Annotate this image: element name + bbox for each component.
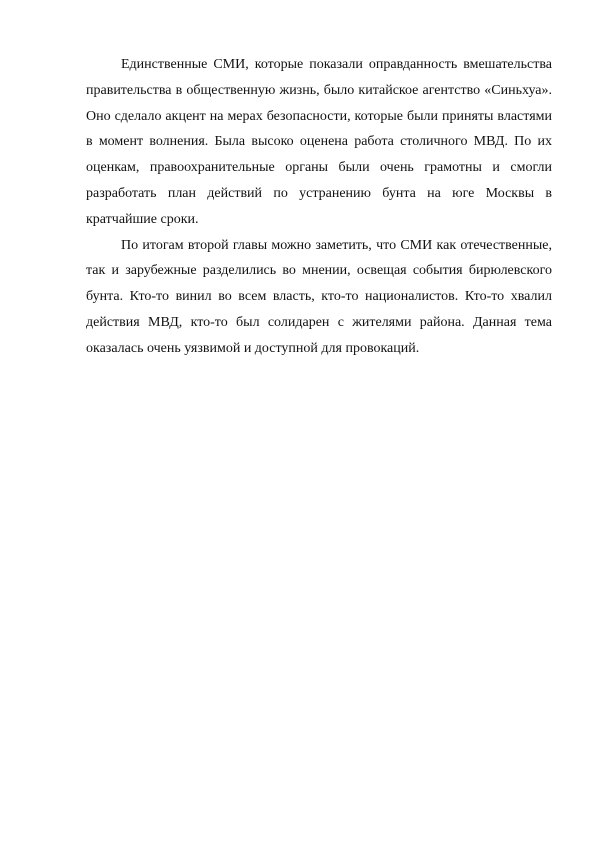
body-text: [86, 52, 552, 362]
paragraph-chapter-summary: По итогам второй главы можно заметить, что СМИ как отечественные, так и зарубежные разделились во мнении, освещая события бирюлевского бунта. Кто-то винил во всем власть, кто-то националистов. Кто-то хвалил действия МВД, кто-то был солидарен с жителями района. Данная тема оказалась очень уязвимой и доступной для провокаций.: [86, 237, 552, 356]
paragraph-media-approval: Единственные СМИ, которые показали оправданность вмешательства правительства в общественную жизнь, было китайское агентство «Синьхуа». Оно сделало акцент на мерах безопасности, которые были приняты властями в момент волнения. Была высоко оценена работа столичного МВД. По их оценкам, правоохранительные органы были очень грамотны и смогли разработать план действий по устранению бунта на юге Москвы в кратчайшие сроки.: [86, 57, 552, 227]
